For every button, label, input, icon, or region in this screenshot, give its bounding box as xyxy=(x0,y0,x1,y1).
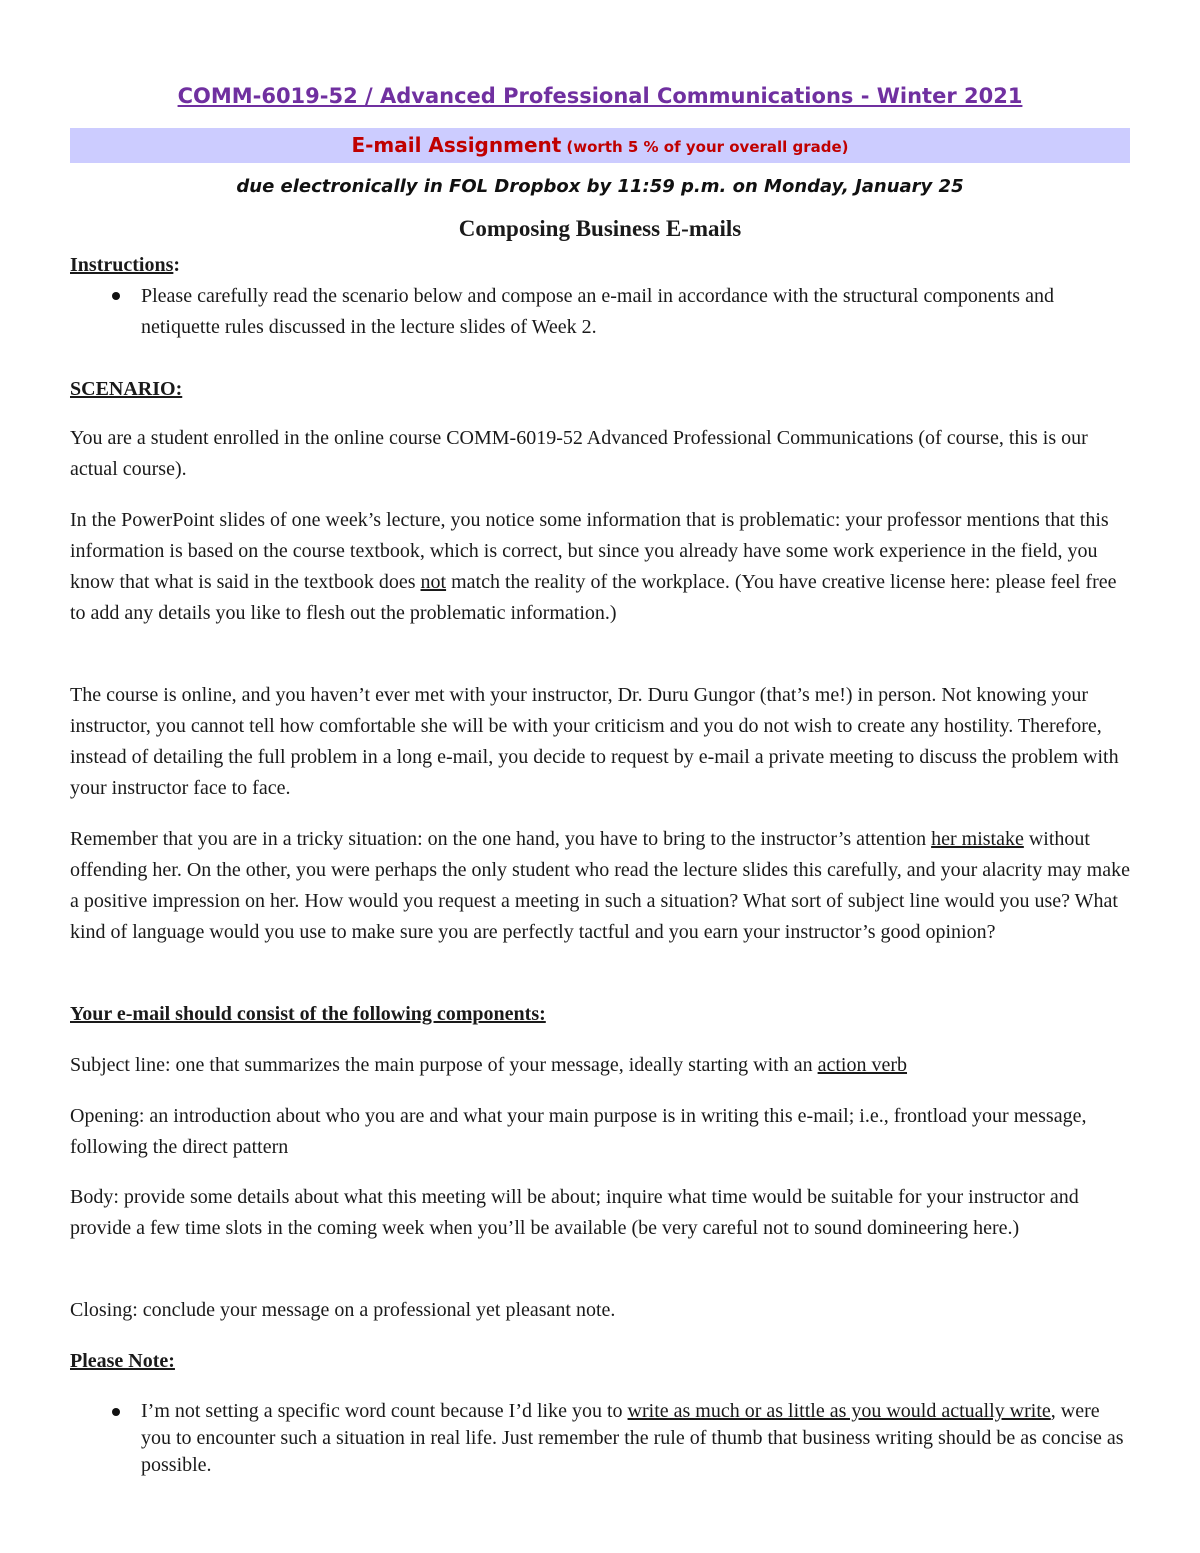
instructions-list xyxy=(70,281,1130,343)
components-heading-block xyxy=(70,999,1130,1030)
assignment-title: E-mail Assignment xyxy=(351,133,562,157)
scenario-p2-text: In the PowerPoint slides of one week’s lecture, you notice some information that is problematic: your professor mentions that this information is based on the course textbook, which is correct, but since you already have some work experience in the field, you know that what is said in the textbook does xyxy=(70,509,1109,593)
scenario-paragraph-1: You are a student enrolled in the online course COMM-6019-52 Advanced Professional Communications (of course, this is our actual course). xyxy=(70,427,1088,480)
scenario-heading-block xyxy=(70,374,1130,405)
subject-line-text: Subject line: one that summarizes the main purpose of your message, ideally starting with an xyxy=(70,1054,818,1076)
note-heading: Please Note: xyxy=(70,1350,175,1372)
subject-line-emphasis: action verb xyxy=(817,1054,908,1076)
component-body: Body: provide some details about what this meeting will be about; inquire what time would be suitable for your instructor and provide a few time slots in the coming week when you’ll be available (be very careful not to sound domineering here.) xyxy=(70,1186,1079,1239)
note-text: I’m not setting a specific word count because I’d like you to xyxy=(141,1400,628,1422)
scenario-p4-emphasis: her mistake xyxy=(931,828,1024,850)
note-section xyxy=(70,1398,1130,1479)
scenario-paragraph-2 xyxy=(70,505,1130,629)
scenario-paragraph-4 xyxy=(70,824,1130,948)
note-emphasis: write as much or as little as you would actually write xyxy=(627,1400,1051,1422)
instructions-heading-colon: : xyxy=(173,254,181,276)
instructions-heading: Instructions xyxy=(70,254,174,276)
assignment-worth: (worth 5 % of your overall grade) xyxy=(566,138,849,156)
assignment-banner xyxy=(70,128,1130,163)
bullet-icon xyxy=(112,1408,120,1416)
instructions-section xyxy=(70,250,1130,343)
component-closing: Closing: conclude your message on a professional yet pleasant note. xyxy=(70,1299,616,1321)
scenario-p2-text-end: match the reality of the workplace. (You have creative license here: please feel free to add any details you like to flesh out the problematic information.) xyxy=(70,571,1117,624)
course-title: COMM-6019-52 / Advanced Professional Communications - Winter 2021 xyxy=(177,84,1023,108)
list-item xyxy=(70,281,1130,343)
document-title: Composing Business E-mails xyxy=(458,216,742,241)
scenario-p4-text-end: without offending her. On the other, you were perhaps the only student who read the lecture slides this carefully, and your alacrity may make a positive impression on her. How would you request a meeting in such a situation? What sort of subject line would you use? What kind of language would you use to make sure you are perfectly tactful and you earn your instructor’s good opinion? xyxy=(70,828,1130,943)
list-item xyxy=(70,1398,1130,1479)
component-subject-line xyxy=(70,1050,1130,1081)
note-text-end: , were you to encounter such a situation in real life. Just remember the rule of thumb that business writing should be as concise as possible. xyxy=(141,1400,1124,1476)
component-opening: Opening: an introduction about who you are and what your main purpose is in writing this e-mail; i.e., frontload your message, following the direct pattern xyxy=(70,1105,1087,1158)
components-heading: Your e-mail should consist of the following components: xyxy=(70,1003,546,1025)
instruction-text: Please carefully read the scenario below and compose an e-mail in accordance with the structural components and netiquette rules discussed in the lecture slides of Week 2. xyxy=(141,285,1054,338)
due-date-line: due electronically in FOL Dropbox by 11:59 p.m. on Monday, January 25 xyxy=(236,176,964,197)
note-list xyxy=(70,1398,1130,1479)
scenario-heading: SCENARIO: xyxy=(70,378,183,400)
scenario-p2-emphasis: not xyxy=(420,571,447,593)
note-heading-block xyxy=(70,1346,1130,1377)
scenario-paragraph-3: The course is online, and you haven’t ever met with your instructor, Dr. Duru Gungor (that’s me!) in person. Not knowing your instructor, you cannot tell how comfortable she will be with your criticism and you do not wish to create any hostility. Therefore, instead of detailing the full problem in a long e-mail, you decide to request by e-mail a private meeting to discuss the problem with your instructor face to face. xyxy=(70,684,1119,799)
bullet-icon xyxy=(112,292,120,300)
scenario-p4-text: Remember that you are in a tricky situation: on the one hand, you have to bring to the instructor’s attention xyxy=(70,828,932,850)
